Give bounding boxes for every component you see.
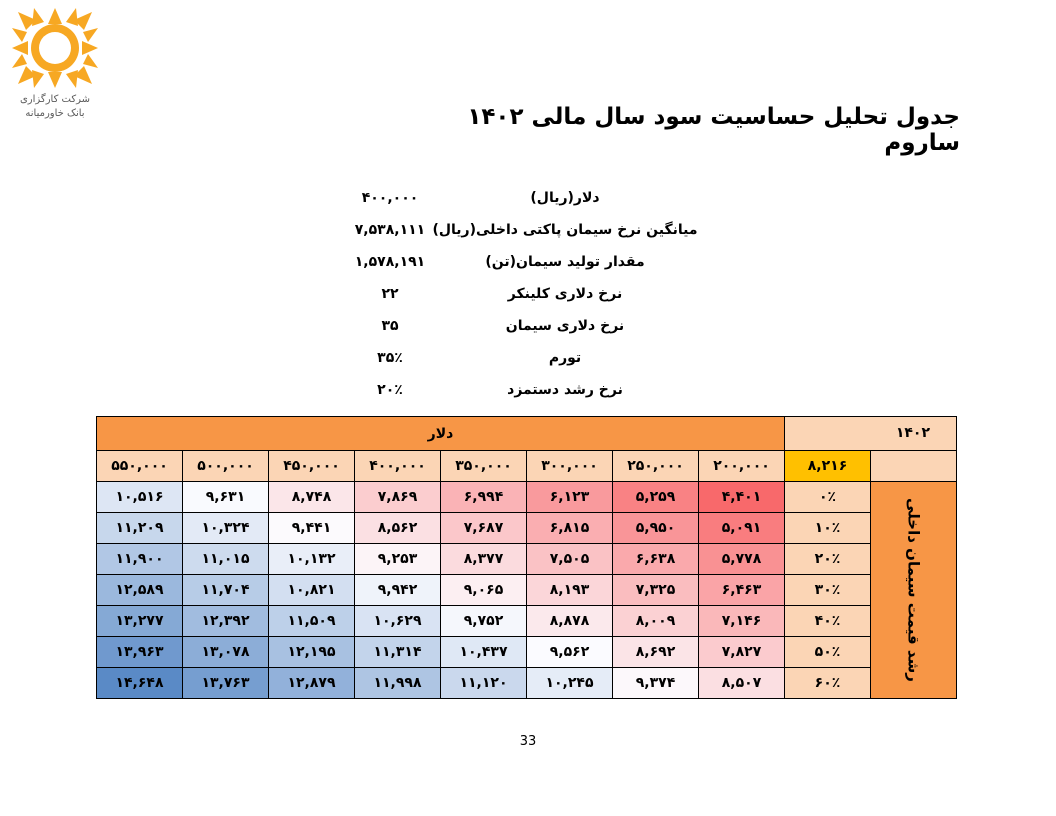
param-label: نرخ دلاری کلینکر [507,286,623,302]
sensitivity-cell: ۷,۶۸۷ [441,513,527,544]
sensitivity-row [97,606,957,637]
sensitivity-cell: ۱۳,۰۷۸ [183,637,269,668]
sensitivity-cell: ۸,۷۴۸ [269,482,355,513]
sensitivity-cell: ۸,۶۹۲ [613,637,699,668]
growth-rate-cell: ۵۰٪ [785,637,871,668]
dollar-header: دلار [97,417,785,451]
sensitivity-cell: ۱۱,۲۰۹ [97,513,183,544]
sensitivity-cell: ۹,۵۶۲ [527,637,613,668]
sensitivity-cell: ۱۰,۲۴۵ [527,668,613,699]
sensitivity-cell: ۱۱,۷۰۴ [183,575,269,606]
sensitivity-cell: ۹,۷۵۲ [441,606,527,637]
table-header-row [97,417,957,451]
sensitivity-table [96,416,957,699]
sensitivity-cell: ۱۳,۷۶۳ [183,668,269,699]
sensitivity-cell: ۱۲,۵۸۹ [97,575,183,606]
side-label-cell [871,482,957,699]
dollar-values-row [97,451,957,482]
page-number: 33 [519,734,537,749]
sensitivity-cell: ۱۰,۱۳۲ [269,544,355,575]
sensitivity-cell: ۹,۹۴۲ [355,575,441,606]
sensitivity-cell: ۶,۶۳۸ [613,544,699,575]
param-row [340,376,720,408]
sensitivity-cell: ۱۱,۳۱۴ [355,637,441,668]
param-row [340,184,720,216]
sensitivity-cell: ۷,۵۰۵ [527,544,613,575]
sensitivity-cell: ۶,۴۶۳ [699,575,785,606]
sun-logo-icon [12,8,98,88]
sensitivity-cell: ۹,۲۵۳ [355,544,441,575]
sensitivity-cell: ۱۰,۶۲۹ [355,606,441,637]
sensitivity-cell: ۷,۳۲۵ [613,575,699,606]
param-row [340,248,720,280]
param-row [340,344,720,376]
param-value: ۲۰٪ [377,382,403,398]
sensitivity-cell: ۱۳,۲۷۷ [97,606,183,637]
sensitivity-cell: ۶,۸۱۵ [527,513,613,544]
param-value: ۱,۵۷۸,۱۹۱ [354,254,426,270]
base-value-cell: ۸,۲۱۶ [785,451,871,482]
dollar-value-header: ۳۰۰,۰۰۰ [527,451,613,482]
dollar-value-header: ۵۵۰,۰۰۰ [97,451,183,482]
sensitivity-cell: ۱۰,۵۱۶ [97,482,183,513]
param-label: نرخ دلاری سیمان [505,318,625,334]
sensitivity-row [97,575,957,606]
dollar-value-header: ۲۰۰,۰۰۰ [699,451,785,482]
side-label: رشد قیمت سیمان داخلی [904,498,923,682]
company-logo [10,8,100,120]
sensitivity-cell: ۱۲,۸۷۹ [269,668,355,699]
param-value: ۷,۵۳۸,۱۱۱ [354,222,426,238]
dollar-value-header: ۵۰۰,۰۰۰ [183,451,269,482]
sensitivity-cell: ۷,۱۴۶ [699,606,785,637]
logo-text-line1: شرکت کارگزاری [19,94,90,105]
param-value: ۴۰۰,۰۰۰ [361,190,419,206]
sensitivity-cell: ۸,۵۶۲ [355,513,441,544]
param-value: ۳۵ [381,318,399,334]
year-header-extension [871,451,957,482]
sensitivity-cell: ۱۰,۳۲۴ [183,513,269,544]
sensitivity-row [97,637,957,668]
parameters-list [340,184,720,408]
dollar-value-header: ۴۵۰,۰۰۰ [269,451,355,482]
param-label: مقدار تولید سیمان(تن) [485,254,645,270]
dollar-value-header: ۲۵۰,۰۰۰ [613,451,699,482]
growth-rate-cell: ۰٪ [785,482,871,513]
year-header: ۱۴۰۲ [785,417,957,451]
sensitivity-cell: ۱۲,۳۹۲ [183,606,269,637]
sensitivity-cell: ۱۱,۱۲۰ [441,668,527,699]
sensitivity-cell: ۱۲,۱۹۵ [269,637,355,668]
param-value: ۲۲ [381,286,399,302]
growth-rate-cell: ۶۰٪ [785,668,871,699]
sensitivity-cell: ۸,۳۷۷ [441,544,527,575]
param-label: دلار(ریال) [530,190,600,206]
sensitivity-cell: ۱۱,۰۱۵ [183,544,269,575]
sensitivity-cell: ۹,۶۳۱ [183,482,269,513]
param-label: میانگین نرخ سیمان پاکتی داخلی(ریال) [432,222,698,238]
param-value: ۳۵٪ [377,350,403,366]
sensitivity-row [97,668,957,699]
sensitivity-cell: ۱۳,۹۶۳ [97,637,183,668]
sensitivity-cell: ۸,۵۰۷ [699,668,785,699]
sensitivity-cell: ۷,۸۶۹ [355,482,441,513]
sensitivity-cell: ۷,۸۲۷ [699,637,785,668]
sensitivity-cell: ۹,۴۴۱ [269,513,355,544]
growth-rate-cell: ۱۰٪ [785,513,871,544]
sensitivity-cell: ۴,۴۰۱ [699,482,785,513]
dollar-value-header: ۴۰۰,۰۰۰ [355,451,441,482]
page-title: جدول تحلیل حساسیت سود سال مالی ۱۴۰۲ ساروم [467,104,960,156]
sensitivity-cell: ۱۰,۴۳۷ [441,637,527,668]
sensitivity-cell: ۱۱,۹۰۰ [97,544,183,575]
sensitivity-cell: ۹,۳۷۴ [613,668,699,699]
sensitivity-cell: ۱۰,۸۲۱ [269,575,355,606]
param-label: نرخ رشد دستمزد [507,382,623,398]
sensitivity-cell: ۸,۰۰۹ [613,606,699,637]
param-row [340,312,720,344]
growth-rate-cell: ۴۰٪ [785,606,871,637]
sensitivity-row [97,482,957,513]
sensitivity-cell: ۹,۰۶۵ [441,575,527,606]
sensitivity-cell: ۸,۱۹۳ [527,575,613,606]
sensitivity-row [97,513,957,544]
sensitivity-row [97,544,957,575]
logo-text-line2: بانک خاورمیانه [25,108,85,119]
sensitivity-cell: ۸,۸۷۸ [527,606,613,637]
growth-rate-cell: ۲۰٪ [785,544,871,575]
dollar-value-header: ۳۵۰,۰۰۰ [441,451,527,482]
sensitivity-cell: ۵,۲۵۹ [613,482,699,513]
sensitivity-cell: ۵,۷۷۸ [699,544,785,575]
sensitivity-cell: ۶,۱۲۳ [527,482,613,513]
growth-rate-cell: ۳۰٪ [785,575,871,606]
sensitivity-cell: ۱۱,۵۰۹ [269,606,355,637]
param-label: تورم [548,350,582,366]
sensitivity-cell: ۶,۹۹۴ [441,482,527,513]
sensitivity-cell: ۵,۹۵۰ [613,513,699,544]
sensitivity-cell: ۱۴,۶۴۸ [97,668,183,699]
sensitivity-cell: ۵,۰۹۱ [699,513,785,544]
param-row [340,216,720,248]
param-row [340,280,720,312]
sensitivity-cell: ۱۱,۹۹۸ [355,668,441,699]
